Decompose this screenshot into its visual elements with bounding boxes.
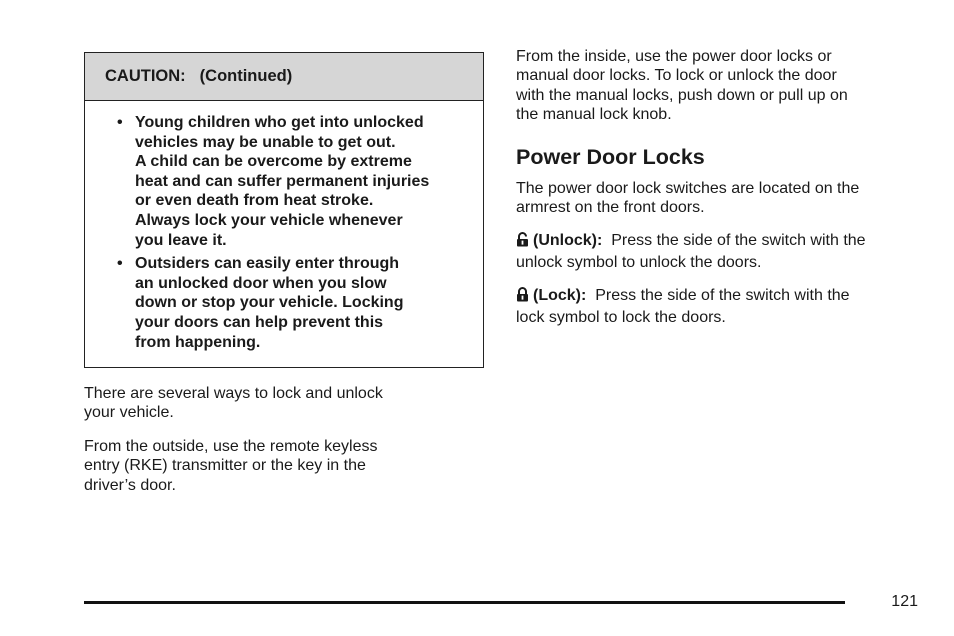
text-line: The power door lock switches are located on the xyxy=(516,179,860,197)
inside-paragraph xyxy=(516,47,916,125)
text-line: with the manual locks, push down or pull up on xyxy=(516,86,848,104)
caution-bullet-outsiders xyxy=(135,254,473,352)
lock-icon xyxy=(516,287,529,307)
footer-rule xyxy=(84,601,845,604)
text-line: unlock symbol to unlock the doors. xyxy=(516,253,762,271)
text-line xyxy=(516,231,916,252)
left-body xyxy=(84,384,464,509)
caution-list xyxy=(85,101,483,352)
text-line: entry (RKE) transmitter or the key in the xyxy=(84,457,366,475)
unlock-paragraph xyxy=(516,231,916,272)
lock-text: Press the side of the switch with the xyxy=(595,287,850,305)
right-column xyxy=(516,47,916,341)
location-paragraph xyxy=(516,179,916,218)
unlock-term: (Unlock): xyxy=(533,232,603,250)
section-heading: Power Door Locks xyxy=(516,144,705,169)
caution-continued: (Continued) xyxy=(199,67,293,85)
caution-line: vehicles may be unable to get out. xyxy=(135,133,396,151)
lock-paragraph xyxy=(516,286,916,327)
text-line: From the inside, use the power door locks or xyxy=(516,48,832,65)
caution-line: • Outsiders can easily enter through xyxy=(135,255,400,273)
text-line: your vehicle. xyxy=(84,404,174,422)
caution-line: Always lock your vehicle whenever xyxy=(135,211,403,229)
caution-line: you leave it. xyxy=(135,231,227,249)
lock-term: (Lock): xyxy=(533,287,587,305)
text-line: There are several ways to lock and unlock xyxy=(84,385,383,402)
text-line: the manual lock knob. xyxy=(516,106,672,124)
caution-box xyxy=(84,52,484,368)
caution-line: or even death from heat stroke. xyxy=(135,192,374,210)
text-line: From the outside, use the remote keyless xyxy=(84,437,378,455)
page-number: 121 xyxy=(891,593,918,610)
unlock-icon xyxy=(516,232,529,252)
ways-paragraph xyxy=(84,384,464,423)
caution-label: CAUTION: xyxy=(105,67,186,85)
text-line xyxy=(516,286,916,307)
text-line: lock symbol to lock the doors. xyxy=(516,308,726,326)
caution-line: from happening. xyxy=(135,333,261,351)
caution-line: • Young children who get into unlocked xyxy=(135,114,424,131)
caution-line: an unlocked door when you slow xyxy=(135,274,387,292)
caution-line: your doors can help prevent this xyxy=(135,313,384,331)
caution-line: A child can be overcome by extreme xyxy=(135,153,412,171)
text-line: manual door locks. To lock or unlock the door xyxy=(516,67,837,85)
caution-line: down or stop your vehicle. Locking xyxy=(135,294,404,312)
text-line: driver’s door. xyxy=(84,476,176,494)
caution-bullet-children xyxy=(135,113,473,250)
caution-line: heat and can suffer permanent injuries xyxy=(135,172,430,190)
unlock-text: Press the side of the switch with the xyxy=(611,232,866,250)
outside-paragraph xyxy=(84,437,464,495)
caution-header xyxy=(85,53,483,101)
text-line: armrest on the front doors. xyxy=(516,199,705,217)
